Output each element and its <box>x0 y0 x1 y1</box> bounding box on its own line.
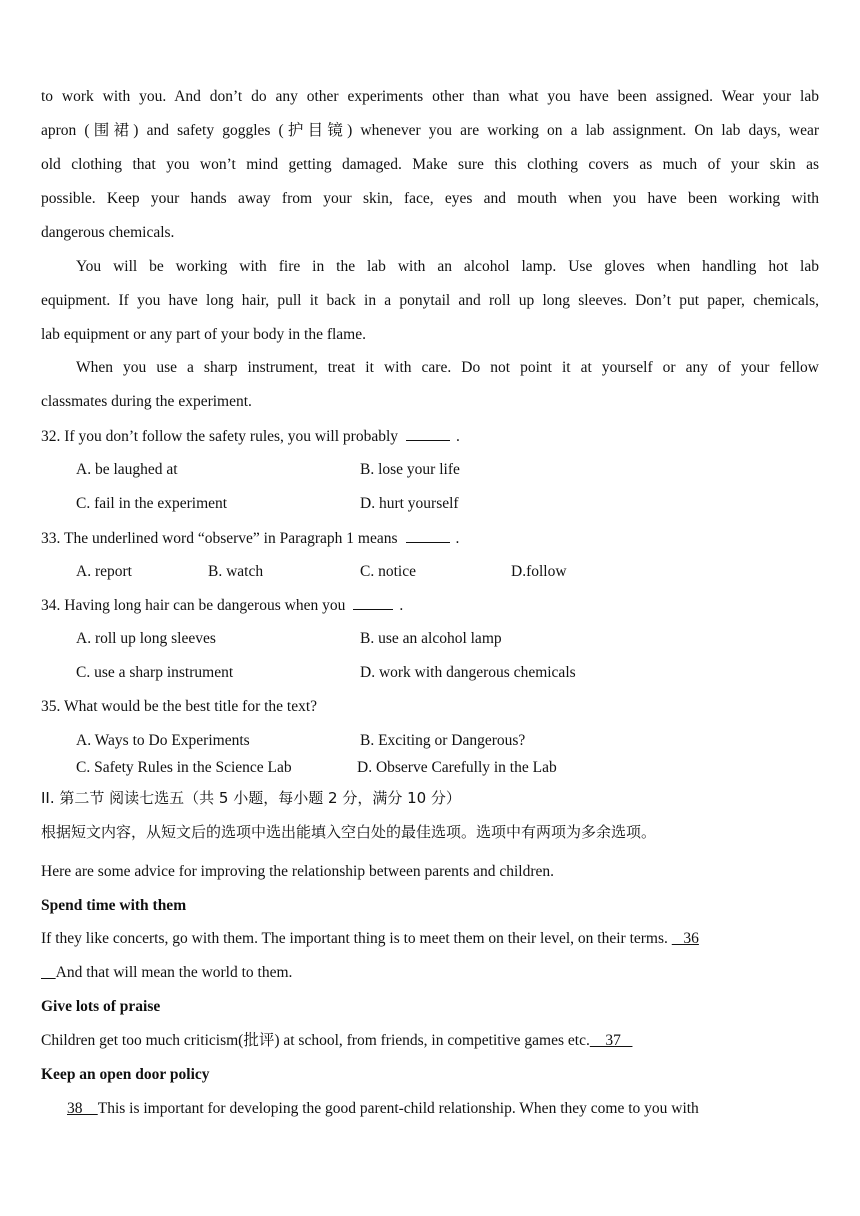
option-a[interactable]: A. Ways to Do Experiments <box>76 732 250 749</box>
option-a[interactable]: A. be laughed at <box>76 461 178 478</box>
passage-line: dangerous chemicals. <box>41 224 175 241</box>
passage-line: You will be working with fire in the lab with an alcohol lamp. Use gloves when handling hot lab <box>76 258 819 275</box>
question-stem: 32. If you don’t follow the safety rules, you will probably <box>41 428 399 445</box>
option-b[interactable]: B. lose your life <box>360 461 460 478</box>
body-text-span: And that will mean the world to them. <box>55 964 293 981</box>
body-text <box>41 963 292 983</box>
section-instruction: 根据短文内容，从短文后的选项中选出能填入空白处的最佳选项。选项中有两项为多余选项。 <box>41 823 657 841</box>
body-text <box>67 1099 699 1119</box>
option-c[interactable]: C. fail in the experiment <box>76 495 228 512</box>
passage-line: When you use a sharp instrument, treat it with care. Do not point it at yourself or any of your fellow <box>76 359 819 376</box>
option-b[interactable]: B. watch <box>208 563 264 580</box>
passage-line: old clothing that you won’t mind getting damaged. Make sure this clothing covers as much of your skin as <box>41 156 819 173</box>
subheading: Keep an open door policy <box>41 1066 210 1083</box>
intro-text: Here are some advice for improving the relationship between parents and children. <box>41 863 555 880</box>
body-text <box>41 1031 632 1051</box>
subheading: Give lots of praise <box>41 998 161 1015</box>
subheading: Spend time with them <box>41 897 187 914</box>
blank-36[interactable]: 36 <box>671 930 699 947</box>
passage-line: equipment. If you have long hair, pull it back in a ponytail and roll up long sleeves. Don’t put paper, chemicals, <box>41 292 819 309</box>
passage-line: classmates during the experiment. <box>41 393 252 410</box>
question-35 <box>41 697 317 717</box>
question-end: . <box>455 530 460 547</box>
blank-36-continued[interactable] <box>41 964 56 981</box>
option-c[interactable]: C. use a sharp instrument <box>76 664 234 681</box>
option-a[interactable]: A. report <box>76 563 132 580</box>
blank-38[interactable]: 38 <box>67 1100 98 1117</box>
passage-line: to work with you. And don’t do any other experiments other than what you have been assigned. Wear your lab <box>41 88 819 105</box>
option-b[interactable]: B. Exciting or Dangerous? <box>360 732 526 749</box>
question-stem: 33. The underlined word “observe” in Paragraph 1 means <box>41 530 398 547</box>
option-a[interactable]: A. roll up long sleeves <box>76 630 216 647</box>
question-end: . <box>399 597 404 614</box>
answer-blank[interactable] <box>406 528 450 543</box>
option-b[interactable]: B. use an alcohol lamp <box>360 630 502 647</box>
section-heading: II. 第二节 阅读七选五（共 5 小题，每小题 2 分，满分 10 分） <box>41 789 461 807</box>
question-stem: 35. What would be the best title for the text? <box>41 698 318 715</box>
option-c[interactable]: C. Safety Rules in the Science Lab <box>76 759 292 776</box>
passage-line: apron (围裙) and safety goggles (护目镜) whenever you are working on a lab assignment. On lab days, wear <box>41 122 819 139</box>
option-d[interactable]: D. Observe Carefully in the Lab <box>357 759 557 776</box>
question-33 <box>41 528 459 549</box>
option-d[interactable]: D. work with dangerous chemicals <box>360 664 576 681</box>
option-d[interactable]: D. hurt yourself <box>360 495 459 512</box>
passage-line: lab equipment or any part of your body in the flame. <box>41 326 366 343</box>
body-text <box>41 929 699 949</box>
body-text-span: Children get too much criticism(批评) at school, from friends, in competitive games etc. <box>41 1032 590 1049</box>
option-c[interactable]: C. notice <box>360 563 416 580</box>
body-text-span: If they like concerts, go with them. The important thing is to meet them on their level, on their terms. <box>41 930 668 947</box>
question-32 <box>41 426 460 447</box>
answer-blank[interactable] <box>406 426 450 441</box>
question-end: . <box>456 428 460 445</box>
body-text-span: This is important for developing the good parent-child relationship. When they come to you with <box>97 1100 699 1117</box>
question-stem: 34. Having long hair can be dangerous when you <box>41 597 346 614</box>
passage-line: possible. Keep your hands away from your skin, face, eyes and mouth when you have been working with <box>41 190 819 207</box>
question-34 <box>41 595 403 616</box>
blank-37[interactable]: 37 <box>589 1032 633 1049</box>
answer-blank[interactable] <box>353 595 393 610</box>
option-d[interactable]: D.follow <box>511 563 567 580</box>
